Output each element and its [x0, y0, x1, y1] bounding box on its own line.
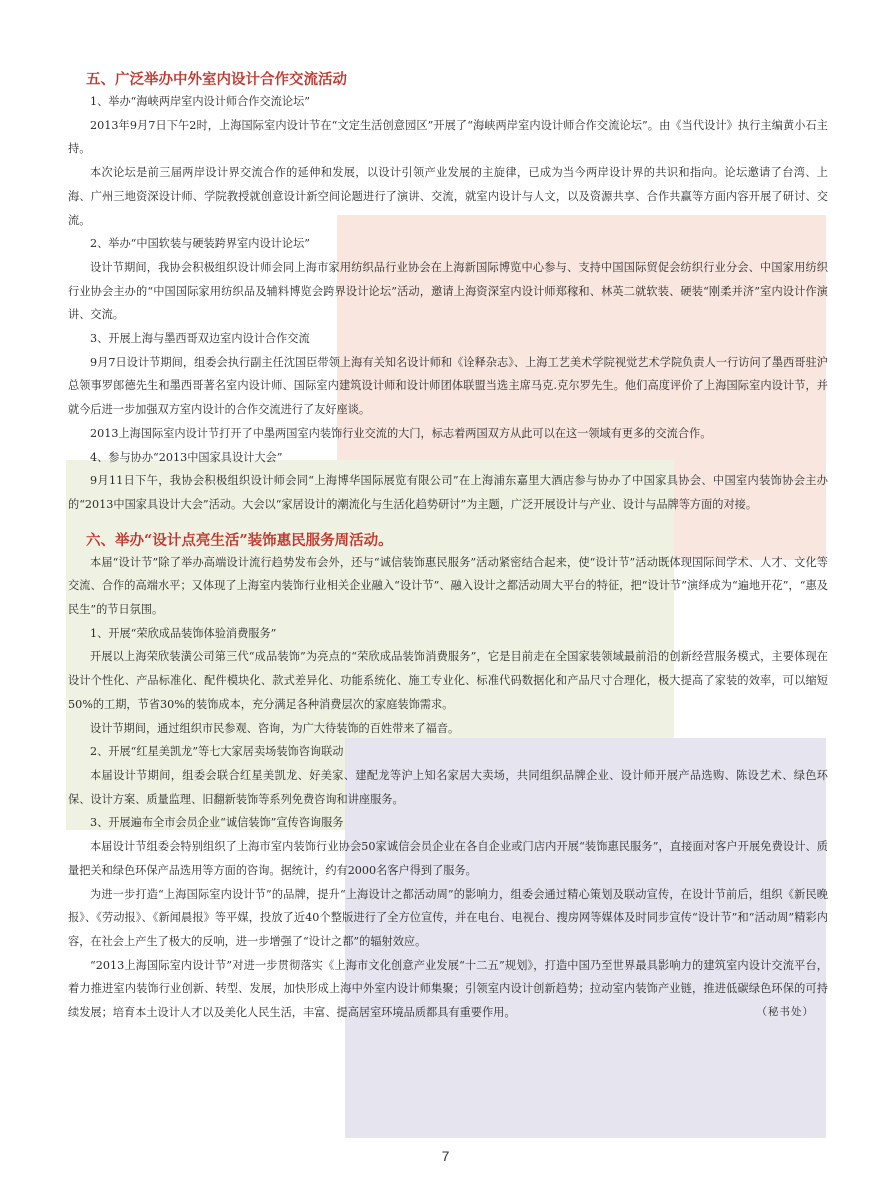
- subheading: 3、开展上海与墨西哥双边室内设计合作交流: [90, 332, 310, 346]
- paragraph: 2013上海国际室内设计节打开了中墨两国室内装饰行业交流的大门，标志着两国双方从此可以在这一领域有更多的交流合作。: [90, 426, 712, 440]
- paragraph: 9月7日设计节期间，组委会执行副主任沈国臣带领上海有关知名设计师和《诠释杂志》、上海工艺美术学院视觉艺术学院负责人一行访问了墨西哥驻沪总领事罗郎德先生和墨西哥著名室内设计师、国际室内建筑设计师和设计师团体联盟当选主席马克.克尔罗先生。他们高度评价了上海国际室内设计节，并就今后进一步加强双方室内设计的合作交流进行了友好座谈。: [68, 355, 828, 417]
- subheading: 2、开展“红星美凯龙”等七大家居卖场装饰咨询联动: [90, 745, 344, 759]
- paragraph: 本次论坛是前三届两岸设计界交流合作的延伸和发展，以设计引领产业发展的主旋律，已成为当今两岸设计界的共识和指向。论坛邀请了台湾、上海、广州三地资深设计师、学院教授就创意设计新空间论题进行了演讲、交流，就室内设计与人文，以及资源共享、合作共赢等方面内容开展了研讨、交流。: [68, 166, 828, 227]
- subheading: 1、举办“海峡两岸室内设计师合作交流论坛”: [90, 95, 310, 108]
- subheading: 4、参与协办“2013中国家具设计大会”: [90, 450, 283, 464]
- paragraph: 设计节期间，通过组织市民参观、咨询，为广大待装饰的百姓带来了福音。: [90, 721, 460, 735]
- subheading: 1、开展“荣欣成品装饰体验消费服务”: [90, 626, 277, 640]
- closing-paragraph: [68, 954, 828, 1025]
- page-content: [68, 60, 828, 1025]
- paragraph: 本届设计节组委会特别组织了上海市室内装饰行业协会50家诚信会员企业在各自企业或门店内开展“装饰惠民服务”，直接面对客户开展免费设计、质量把关和绿色环保产品选用等方面的咨询。据统计，约有2000名客户得到了服务。: [68, 840, 828, 877]
- paragraph-text: “2013上海国际室内设计节”对进一步贯彻落实《上海市文化创意产业发展“十二五”规划》，打造中国乃至世界最具影响力的建筑室内设计交流平台，着力推进室内装饰行业创新、转型、发展，加快形成上海中外室内设计师集聚；引领室内设计创新趋势；拉动室内装饰产业链，推进低碳绿色环保的可持续发展；培育本土设计人才以及美化人民生活，丰富、提高居室环境品质都具有重要作用。: [68, 958, 828, 1020]
- section-heading-6: 六、举办“设计点亮生活”装饰惠民服务周活动。: [86, 531, 393, 549]
- paragraph: 2013年9月7日下午2时，上海国际室内设计节在“文定生活创意园区”开展了“海峡两岸室内设计师合作交流论坛”。由《当代设计》执行主编黄小石主持。: [68, 118, 828, 156]
- paragraph: 本届设计节期间，组委会联合红星美凯龙、好美家、建配龙等沪上知名家居大卖场，共同组织品牌企业、设计师开展产品选购、陈设艺术、绿色环保、设计方案、质量监理、旧翻新装饰等系列免费咨询和讲座服务。: [68, 768, 828, 806]
- paragraph: 本届“设计节”除了举办高端设计流行趋势发布会外，还与“诚信装饰惠民服务”活动紧密结合起来，使“设计节”活动既体现国际间学术、人才、文化等交流、合作的高端水平；又体现了上海室内装饰行业相关企业融入“设计节”、融入设计之都活动周大平台的特征，把“设计节”演绎成为“遍地开花”，“惠及民生”的节日氛围。: [68, 555, 828, 617]
- subheading: 2、举办“中国软装与硬装跨界室内设计论坛”: [90, 237, 310, 251]
- paragraph: 9月11日下午，我协会积极组织设计师会同“上海博华国际展览有限公司”在上海浦东嘉里大酒店参与协办了中国家具协会、中国室内装饰协会主办的“2013中国家具设计大会”活动。大会以“家居设计的潮流化与生活化趋势研讨”为主题，广泛开展设计与产业、设计与品牌等方面的对接。: [68, 474, 828, 511]
- subheading: 3、开展遍布全市会员企业“诚信装饰”宣传咨询服务: [90, 816, 344, 830]
- paragraph: 开展以上海荣欣装潢公司第三代“成品装饰”为亮点的“荣欣成品装饰消费服务”，它是目前走在全国家装领域最前沿的创新经营服务模式，主要体现在设计个性化、产品标准化、配件模块化、款式差异化、功能系统化、施工专业化、标准代码数据化和产品尺寸合理化，极大提高了家装的效率，可以缩短50%的工期，节省30%的装饰成本，充分满足各种消费层次的家庭装饰需求。: [68, 650, 828, 711]
- page-number: 7: [441, 1148, 450, 1164]
- signature: （秘书处）: [756, 1006, 814, 1019]
- paragraph: 为进一步打造“上海国际室内设计节”的品牌，提升“上海设计之都活动周”的影响力，组委会通过精心策划及联动宣传，在设计节前后，组织《新民晚报》、《劳动报》、《新闻晨报》等平媒，投放了近40个整版进行了全方位宣传，并在电台、电视台、搜房网等媒体及时同步宣传“设计节”和“活动周”精彩内容，在社会上产生了极大的反响，进一步增强了“设计之都”的辐射效应。: [68, 887, 828, 948]
- section-heading-5: 五、广泛举办中外室内设计合作交流活动: [86, 71, 347, 88]
- paragraph: 设计节期间，我协会积极组织设计师会同上海市家用纺织品行业协会在上海新国际博览中心参与、支持中国国际贸促会纺织行业分会、中国家用纺织行业协会主办的“中国国际家用纺织品及辅料博览会跨界设计论坛”活动，邀请上海资深室内设计师郑稼和、林英二就软装、硬装“刚柔并济”室内设计作演讲、交流。: [68, 260, 828, 322]
